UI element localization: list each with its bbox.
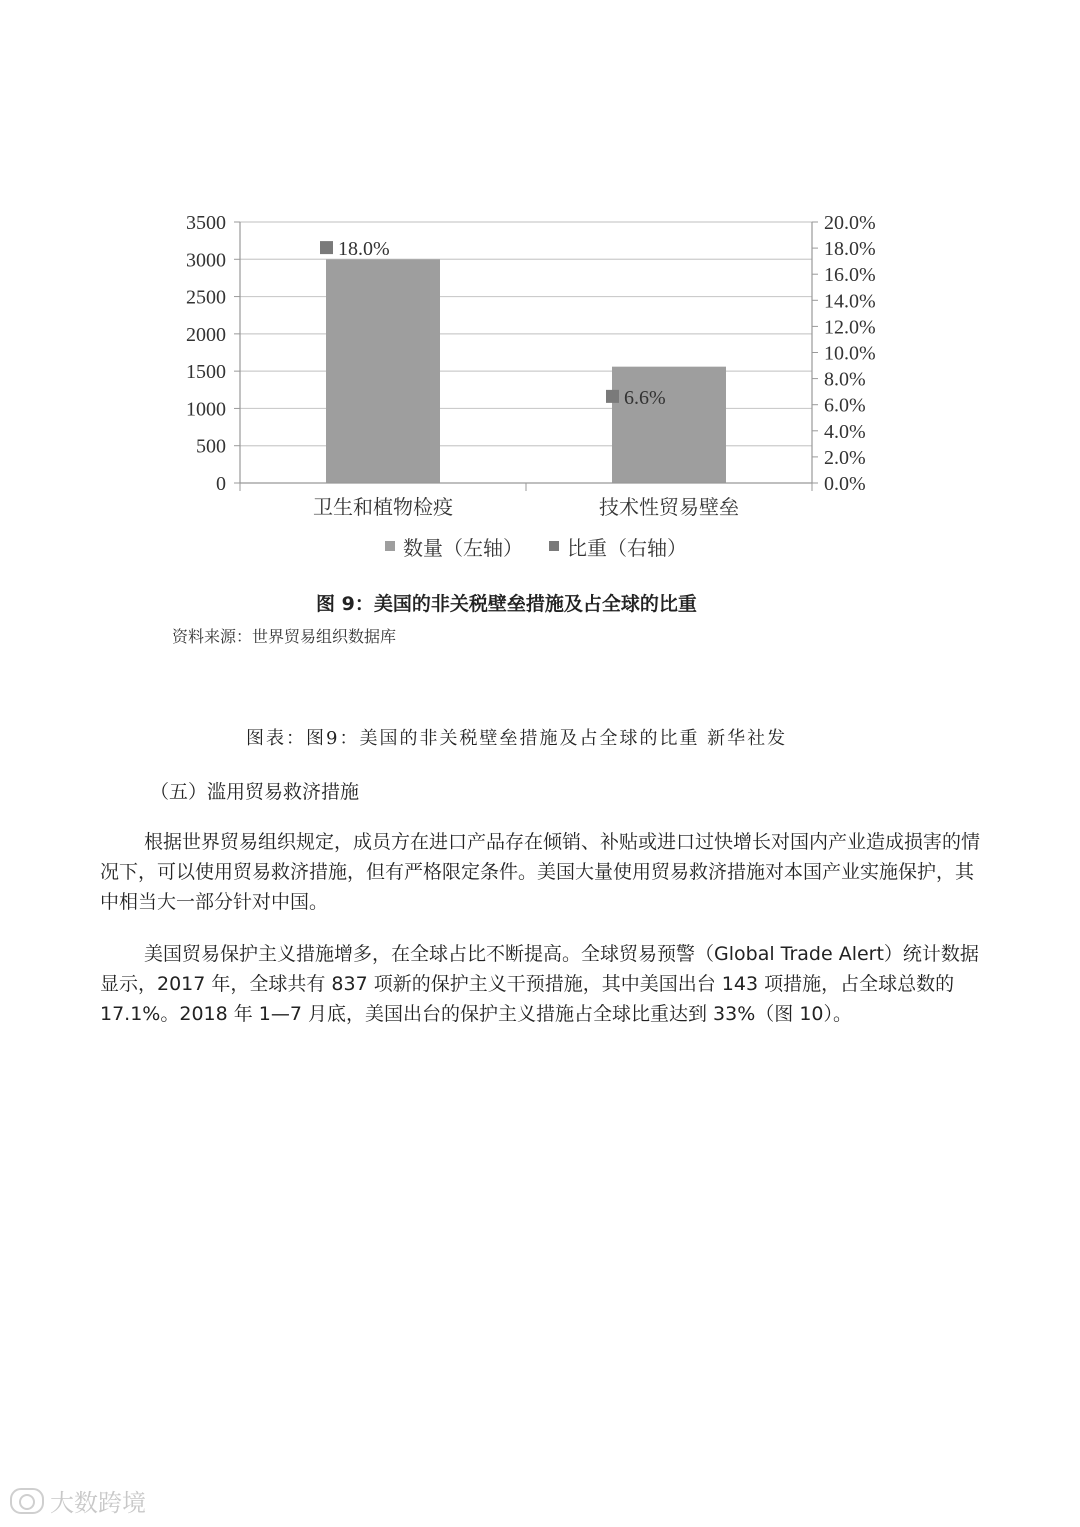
left-tick-label: 500: [196, 435, 226, 458]
watermark-logo-icon: [10, 1488, 44, 1514]
right-tick-label: 0.0%: [824, 473, 866, 495]
figure-source: 资料来源：世界贸易组织数据库: [172, 627, 397, 646]
right-tick-label: 4.0%: [824, 420, 866, 443]
gridlines: [240, 222, 812, 446]
left-tick-label: 3500: [186, 212, 226, 234]
axes: [234, 222, 818, 491]
category-label: 技术性贸易壁垒: [599, 495, 739, 519]
legend-label: 比重（右轴）: [567, 536, 687, 560]
right-tick-label: 2.0%: [824, 446, 866, 469]
right-tick-label: 20.0%: [824, 212, 876, 234]
paragraph-2: 美国贸易保护主义措施增多，在全球占比不断提高。全球贸易预警（Global Trade Alert）统计数据显示，2017 年，全球共有 837 项新的保护主义干预措施，其中美国出台 143 项措施，占全球总数的 17.1%。2018 年 1—7 月底，美国出台的保护主义措施占全球比重达到 33%（图 10）。: [100, 943, 979, 1025]
left-tick-label: 1500: [186, 361, 226, 384]
left-axis-ticks: [186, 212, 226, 495]
watermark-text: 大数跨境: [50, 1489, 146, 1517]
left-tick-label: 3000: [186, 249, 226, 272]
bar-chart: [0, 0, 1080, 580]
right-tick-label: 16.0%: [824, 264, 876, 287]
ratio-marker: [320, 241, 333, 254]
left-tick-label: 1000: [186, 398, 226, 421]
category-labels: [313, 495, 739, 519]
right-tick-label: 18.0%: [824, 238, 876, 261]
bar: [326, 259, 440, 483]
legend: [385, 536, 687, 560]
bar: [612, 367, 726, 483]
section-heading: （五）滥用贸易救济措施: [150, 781, 360, 803]
right-tick-label: 12.0%: [824, 316, 876, 339]
ratio-marker: [606, 390, 619, 403]
legend-label: 数量（左轴）: [403, 536, 523, 560]
paragraph-1: 根据世界贸易组织规定，成员方在进口产品存在倾销、补贴或进口过快增长对国内产业造成损害的情况下，可以使用贸易救济措施，但有严格限定条件。美国大量使用贸易救济措施对本国产业实施保护，其中相当大一部分针对中国。: [100, 831, 981, 913]
watermark: [10, 1483, 146, 1518]
right-tick-label: 14.0%: [824, 290, 876, 313]
right-axis-ticks: [824, 212, 876, 495]
left-tick-label: 2000: [186, 323, 226, 346]
right-tick-label: 8.0%: [824, 368, 866, 391]
right-tick-label: 6.0%: [824, 394, 866, 417]
category-label: 卫生和植物检疫: [313, 495, 453, 519]
left-tick-label: 0: [216, 473, 226, 495]
legend-swatch: [385, 541, 395, 551]
figure-title: 图 9：美国的非关税壁垒措施及占全球的比重: [316, 593, 697, 615]
image-caption: 图表：图9：美国的非关税壁垒措施及占全球的比重 新华社发: [246, 728, 788, 749]
ratio-data-label: 6.6%: [624, 386, 666, 409]
legend-swatch: [549, 541, 559, 551]
ratio-data-label: 18.0%: [338, 238, 390, 261]
left-tick-label: 2500: [186, 286, 226, 309]
right-tick-label: 10.0%: [824, 342, 876, 365]
